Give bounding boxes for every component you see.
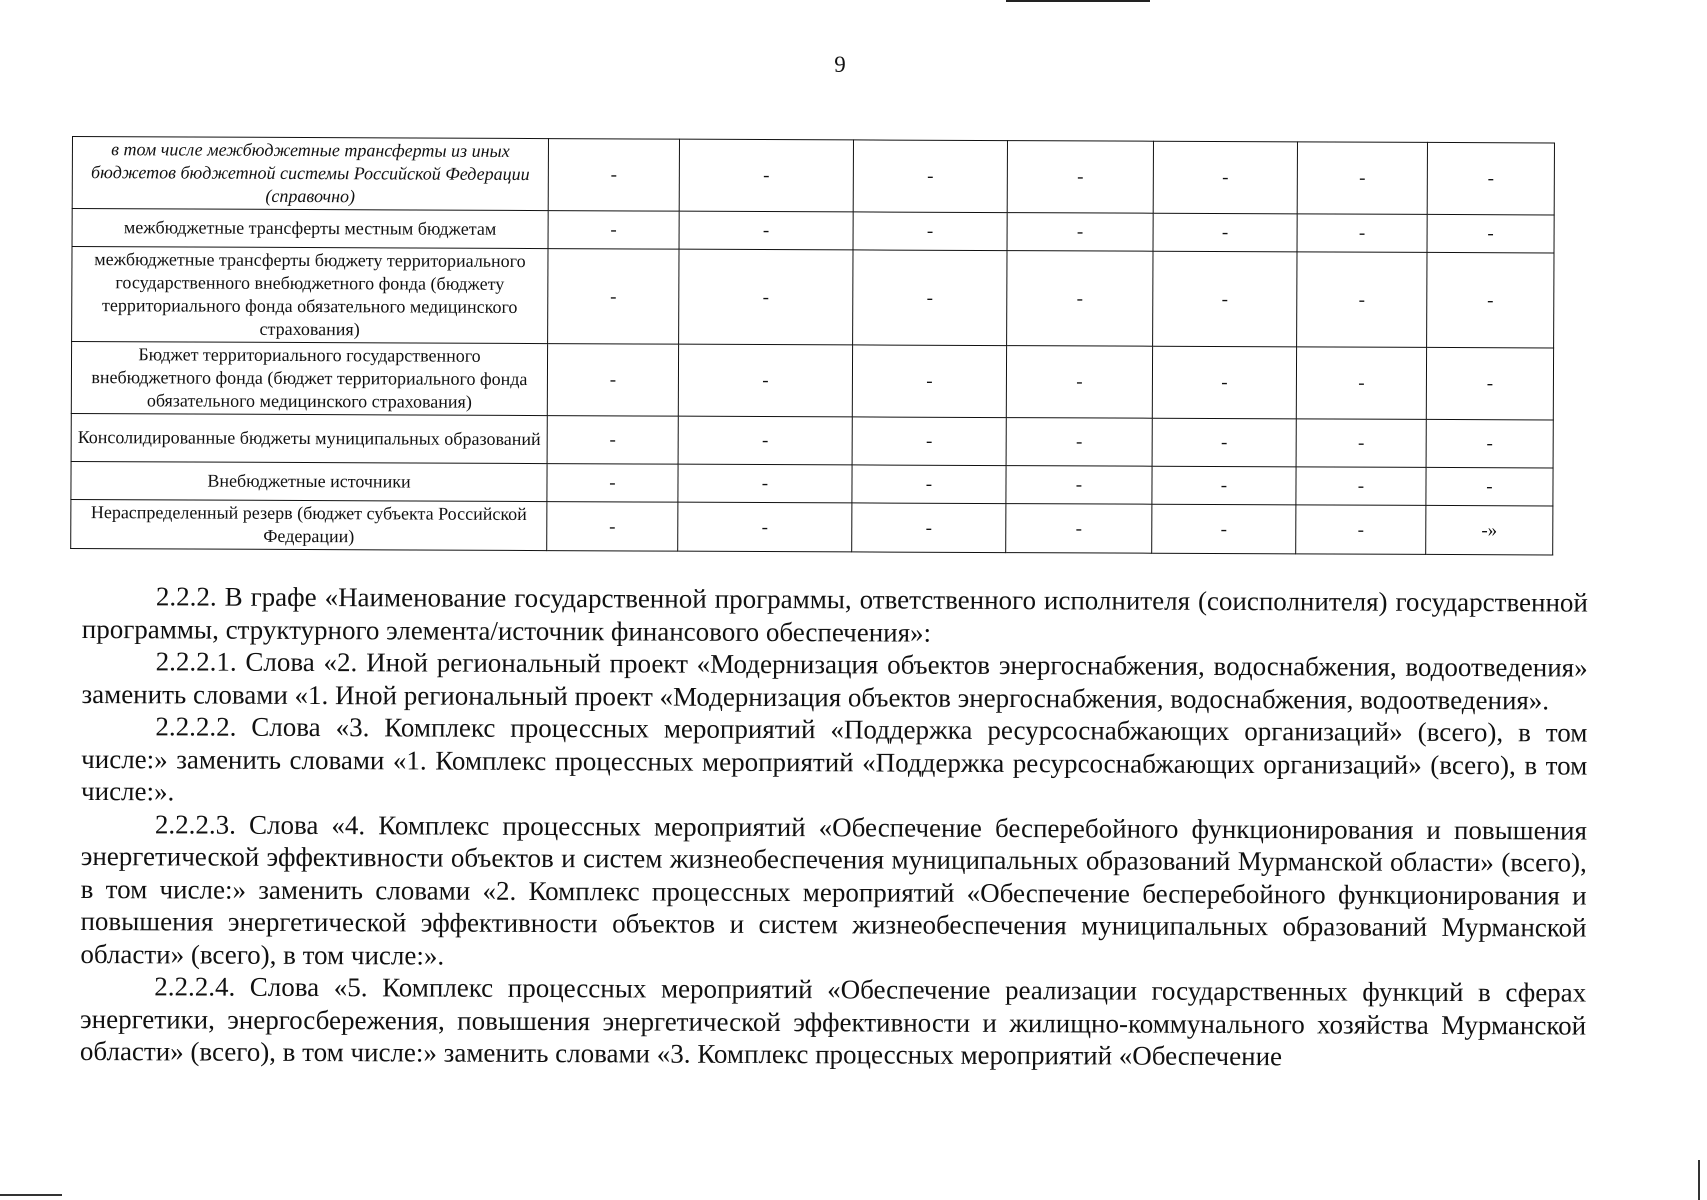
value-cell: -	[1427, 142, 1554, 215]
value-cell: -	[853, 140, 1007, 213]
value-cell: -	[1296, 347, 1426, 420]
value-cell: -	[678, 416, 852, 465]
value-cell: -	[852, 503, 1006, 553]
top-scan-mark	[1006, 0, 1150, 2]
value-cell: -»	[1426, 505, 1553, 555]
row-name-cell: в том числе межбюджетные трансферты из иных бюджетов бюджетной системы Российской Федерации (справочно)	[72, 137, 548, 211]
value-cell: -	[1152, 418, 1296, 467]
value-cell: -	[1153, 251, 1297, 347]
value-cell: -	[547, 502, 678, 552]
value-cell: -	[1427, 214, 1554, 253]
value-cell: -	[1426, 347, 1553, 420]
value-cell: -	[1426, 419, 1553, 468]
value-cell: -	[678, 502, 852, 552]
value-cell: -	[1296, 419, 1426, 468]
value-cell: -	[678, 344, 852, 417]
value-cell: -	[1296, 505, 1426, 555]
paragraph-2-2-2-3: 2.2.2.3. Слова «4. Комплекс процессных мероприятий «Обеспечение бесперебойного функционирования и повышения энергетической эффективности объектов и систем жизнеобеспечения муниципальных образований Мурманской области» (всего), в том числе:» заменить словами «2. Комплекс процессных мероприятий «Обеспечение бесперебойного функционирования и повышения энергетической эффективности объектов и систем жизнеобеспечения муниципальных образований Мурманской области» (всего), в том числе:».	[80, 808, 1587, 971]
value-cell: -	[1006, 418, 1152, 467]
bottom-scan-mark	[0, 1194, 62, 1196]
table-row	[71, 499, 1553, 554]
row-name-cell: межбюджетные трансферты местным бюджетам	[72, 209, 548, 249]
value-cell: -	[1297, 214, 1427, 253]
value-cell: -	[547, 464, 678, 503]
value-cell: -	[548, 139, 679, 212]
row-name-cell: межбюджетные трансферты бюджету территориального государственного внебюджетного фонда (бюджету территориального фонда обязательного медицинского страхования)	[72, 247, 548, 344]
value-cell: -	[853, 212, 1007, 251]
value-cell: -	[1153, 141, 1297, 214]
value-cell: -	[1006, 346, 1152, 419]
table-row	[71, 413, 1553, 467]
value-cell: -	[852, 345, 1006, 418]
budget-table	[70, 136, 1555, 555]
value-cell: -	[1153, 213, 1297, 252]
row-name-cell: Бюджет территориального государственного внебюджетного фонда (бюджет территориального фонда обязательного медицинского страхования)	[71, 342, 547, 416]
value-cell: -	[548, 211, 679, 250]
row-name-cell: Консолидированные бюджеты муниципальных образований	[71, 413, 547, 463]
value-cell: -	[679, 211, 853, 250]
value-cell: -	[853, 250, 1007, 346]
value-cell: -	[1297, 252, 1427, 348]
paragraph-2-2-2-2: 2.2.2.2. Слова «3. Комплекс процессных мероприятий «Поддержка ресурсоснабжающих организаций» (всего), в том числе:» заменить словами «1. Комплекс процессных мероприятий «Поддержка ресурсоснабжающих организаций» (всего), в том числе:».	[81, 711, 1588, 807]
paragraph-2-2-2: 2.2.2. В графе «Наименование государственной программы, ответственного исполнителя (соисполнителя) государственной программы, структурного элемента/источник финансового обеспечения»:	[81, 581, 1588, 648]
value-cell: -	[852, 465, 1006, 504]
row-name-cell: Внебюджетные источники	[71, 461, 547, 501]
value-cell: -	[679, 139, 853, 212]
table-row	[71, 461, 1553, 505]
value-cell: -	[1006, 466, 1152, 505]
value-cell: -	[1152, 466, 1296, 505]
value-cell: -	[547, 416, 678, 465]
value-cell: -	[852, 417, 1006, 466]
right-scan-mark	[1698, 1160, 1700, 1200]
row-name-cell: Нераспределенный резерв (бюджет субъекта Российской Федерации)	[71, 499, 547, 550]
value-cell: -	[1152, 346, 1296, 419]
table-row	[72, 209, 1554, 253]
value-cell: -	[547, 344, 678, 417]
table-row	[72, 137, 1554, 215]
paragraph-2-2-2-1: 2.2.2.1. Слова «2. Иной региональный проект «Модернизация объектов энергоснабжения, водоснабжения, водоотведения» заменить словами «1. Иной региональный проект «Модернизация объектов энергоснабжения, водоснабжения, водоотведения».	[81, 646, 1588, 715]
value-cell: -	[678, 464, 852, 503]
value-cell: -	[1297, 142, 1427, 215]
value-cell: -	[1152, 504, 1296, 554]
table-row	[72, 247, 1554, 348]
value-cell: -	[1007, 141, 1153, 214]
paragraph-2-2-2-4: 2.2.2.4. Слова «5. Комплекс процессных мероприятий «Обеспечение реализации государственных функций в сферах энергетики, энергосбережения, повышения энергетической эффективности и жилищно-коммунального хозяйства Мурманской области» (всего), в том числе:» заменить словами «3. Комплекс процессных мероприятий «Обеспечение	[79, 971, 1587, 1072]
page-number: 9	[834, 52, 846, 77]
value-cell: -	[1007, 213, 1153, 252]
value-cell: -	[1426, 467, 1553, 506]
value-cell: -	[1007, 251, 1153, 347]
value-cell: -	[1006, 504, 1152, 554]
table-row	[71, 342, 1553, 420]
body-text	[80, 580, 1588, 1074]
value-cell: -	[679, 249, 853, 345]
value-cell: -	[1296, 467, 1426, 506]
value-cell: -	[548, 249, 679, 345]
value-cell: -	[1427, 252, 1554, 348]
